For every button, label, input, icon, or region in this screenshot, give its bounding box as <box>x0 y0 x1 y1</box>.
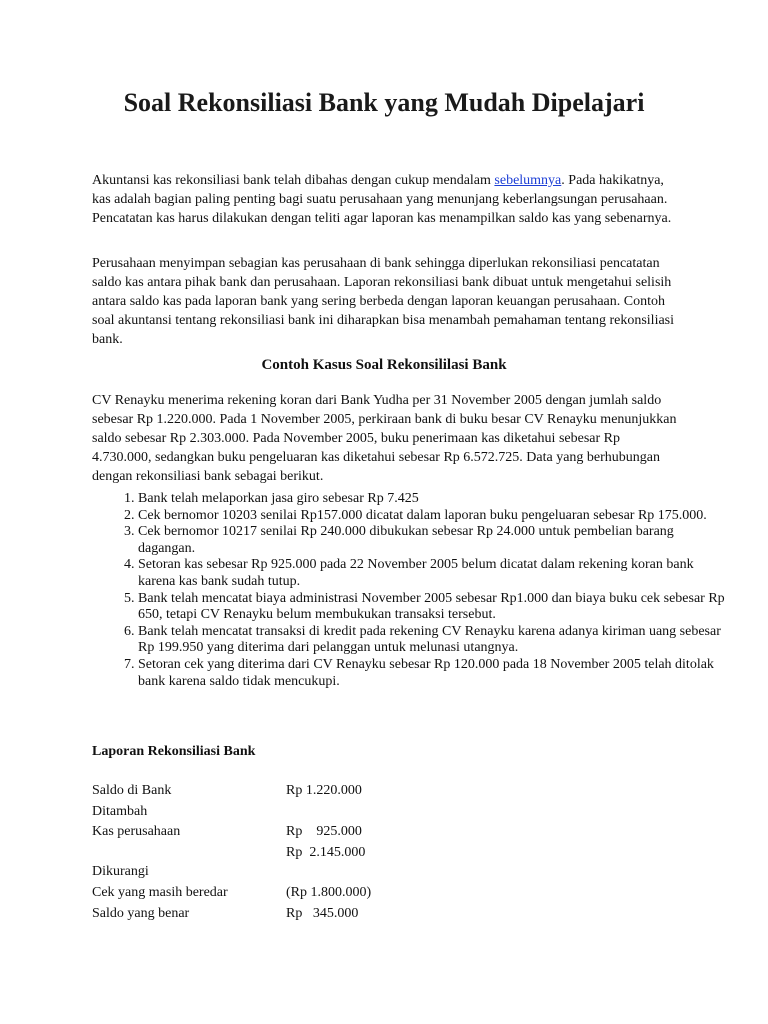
report-row-value: Rp 2.145.000 <box>286 845 366 860</box>
page-title: Soal Rekonsiliasi Bank yang Mudah Dipelajari <box>123 88 645 117</box>
report-row-value: Rp 925.000 <box>286 824 362 839</box>
report-row-label: Cek yang masih beredar <box>92 885 228 900</box>
case-paragraph: CV Renayku menerima rekening koran dari Bank Yudha per 31 November 2005 dengan jumlah saldo sebesar Rp 1.220.000. Pada 1 November 2005, perkiraan bank di buku besar CV Renayku menunjukkan saldo sebesar Rp 2.303.000. Pada November 2005, buku penerimaan kas diketahui sebesar Rp 4.730.000, sedangkan buku pengeluaran kas diketahui sebesar Rp 6.572.725. Data yang berhubungan dengan rekonsiliasi bank sebagai berikut. <box>92 393 677 484</box>
report-row-label: Ditambah <box>92 804 148 819</box>
section-heading: Contoh Kasus Soal Rekonsililasi Bank <box>261 357 507 373</box>
report-row-value: Rp 1.220.000 <box>286 783 362 798</box>
list-item: 7. Setoran cek yang diterima dari CV Renayku sebesar Rp 120.000 pada 18 November 2005 telah ditolak bank karena saldo tidak mencukupi. <box>138 657 728 690</box>
report-row-label: Dikurangi <box>92 864 149 879</box>
list-item: 4. Setoran kas sebesar Rp 925.000 pada 22 November 2005 belum dicatat dalam rekening koran bank karena kas bank sudah tutup. <box>138 557 728 590</box>
problem-list <box>92 491 728 690</box>
second-paragraph: Perusahaan menyimpan sebagian kas perusahaan di bank sehingga diperlukan rekonsiliasi pencatatan saldo kas antara pihak bank dan perusahaan. Laporan rekonsiliasi bank dibuat untuk mengetahui selisih antara saldo kas pada laporan bank yang sering berbeda dengan laporan keuangan perusahaan. Contoh soal akuntansi tentang rekonsiliasi bank ini diharapkan bisa menambah pemahaman tentang rekonsiliasi bank. <box>92 256 675 347</box>
report-row-label: Kas perusahaan <box>92 824 181 839</box>
list-item: 1. Bank telah melaporkan jasa giro sebesar Rp 7.425 <box>138 491 728 508</box>
sebelumnya-link[interactable]: sebelumnya <box>494 173 562 188</box>
list-item: 5. Bank telah mencatat biaya administrasi November 2005 sebesar Rp1.000 dan biaya buku cek sebesar Rp 650, tetapi CV Renayku belum membukukan transaksi tersebut. <box>138 591 728 624</box>
list-item: 3. Cek bernomor 10217 senilai Rp 240.000 dibukukan sebesar Rp 24.000 untuk pembelian barang dagangan. <box>138 524 728 557</box>
report-row-label: Saldo yang benar <box>92 906 190 921</box>
list-item: 6. Bank telah mencatat transaksi di kredit pada rekening CV Renayku karena adanya kiriman uang sebesar Rp 199.950 yang diterima dari pelanggan untuk melunasi utangnya. <box>138 624 728 657</box>
list-item: 2. Cek bernomor 10203 senilai Rp157.000 dicatat dalam laporan buku pengeluaran sebesar Rp 175.000. <box>138 508 728 525</box>
report-title: Laporan Rekonsiliasi Bank <box>92 744 256 759</box>
report-row-value: (Rp 1.800.000) <box>286 885 372 900</box>
report-row-value: Rp 345.000 <box>286 906 359 921</box>
intro-text-end: . Pada hakikatnya, kas adalah bagian paling penting bagi suatu perusahaan yang menunjang keberlangsungan perusahaan. Pencatatan kas harus dilakukan dengan teliti agar laporan kas menampilkan saldo kas yang sebenarnya. <box>92 173 672 226</box>
intro-paragraph <box>92 171 682 228</box>
intro-text-start: Akuntansi kas rekonsiliasi bank telah dibahas dengan cukup mendalam <box>92 173 495 188</box>
report-row-label: Saldo di Bank <box>92 783 172 798</box>
